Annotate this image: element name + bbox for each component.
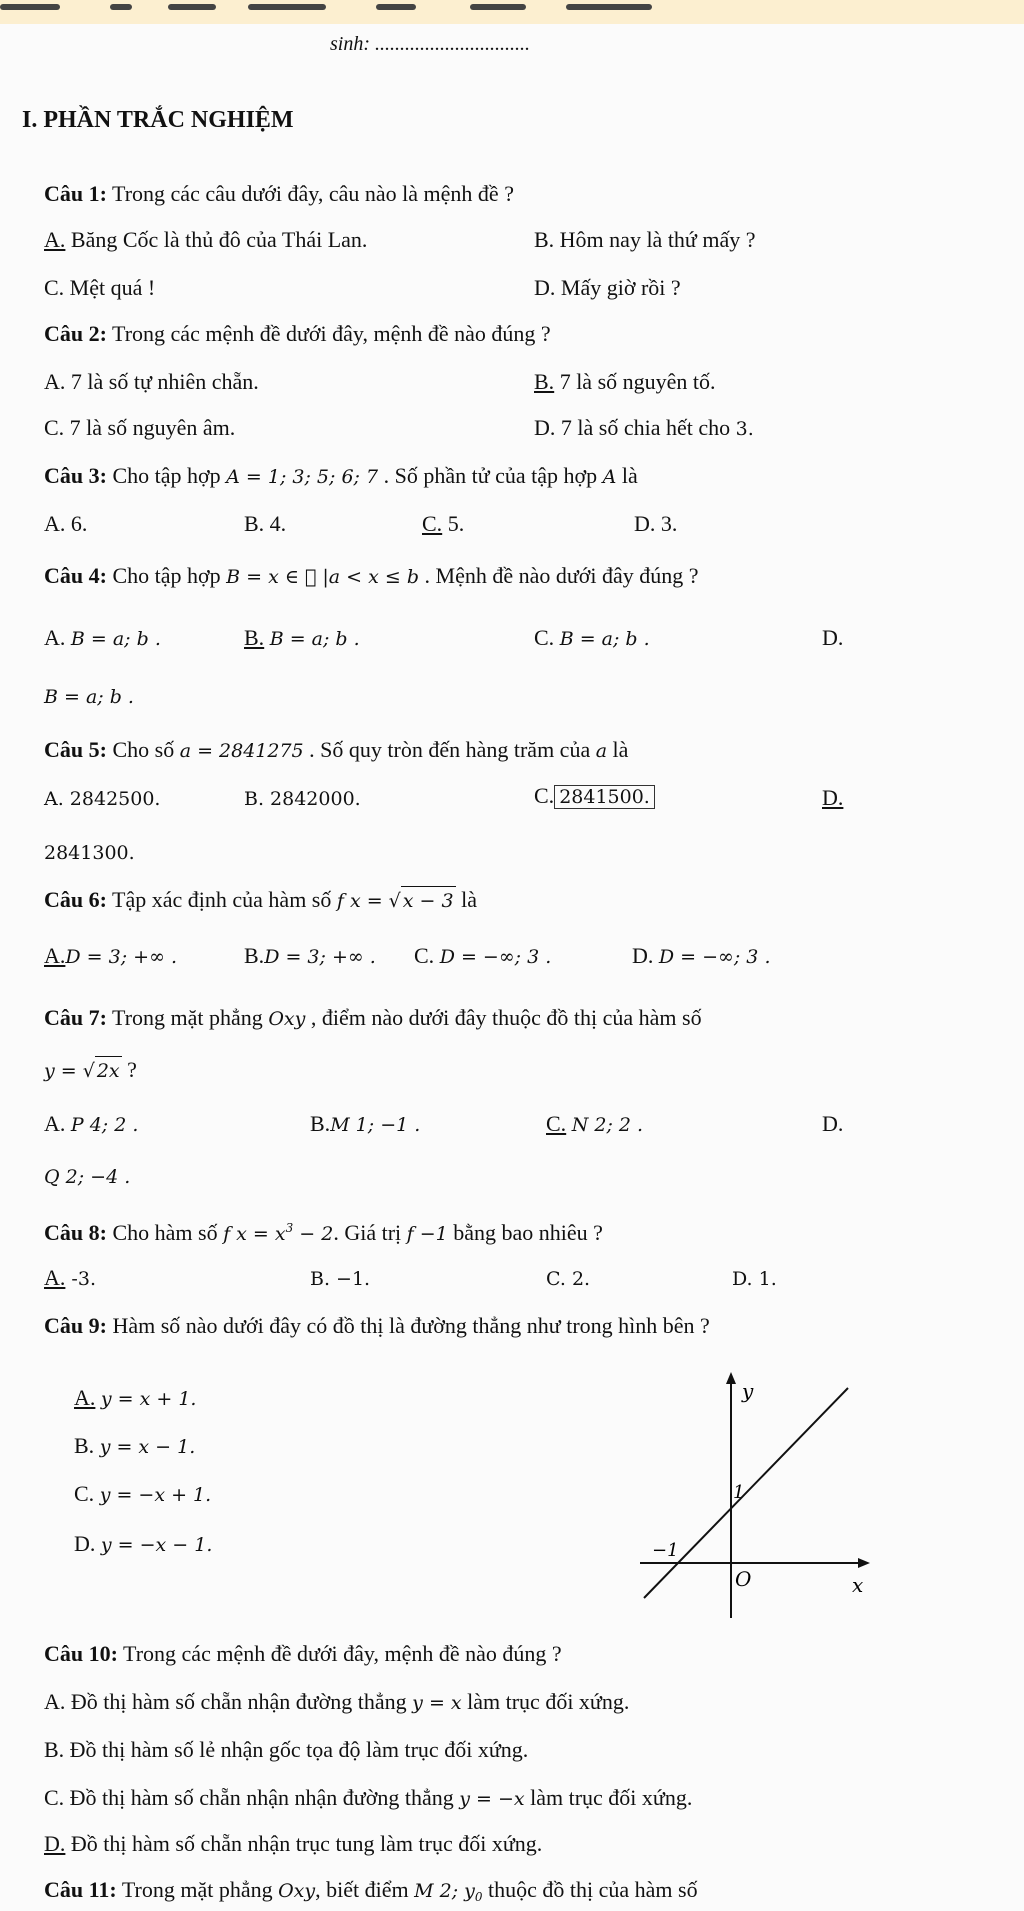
top-edge-band xyxy=(0,0,1024,24)
q5-option-a[interactable]: A. 2842500. xyxy=(44,788,161,810)
q7-option-c[interactable]: C. N 2; 2 . xyxy=(546,1111,644,1136)
q8-option-c[interactable]: C. 2. xyxy=(546,1268,591,1290)
question-7-function: y = √ 2x ? xyxy=(44,1056,137,1085)
q6-option-c[interactable]: C. D = −∞; 3 . xyxy=(414,943,552,968)
question-4: Câu 4: Cho tập hợp B = x ∈ ⃞ |a < x ≤ b . Mệnh đề nào dưới đây đúng ? xyxy=(44,563,699,588)
q4-option-d[interactable]: B = a; b . xyxy=(44,686,134,708)
question-6: Câu 6: Tập xác định của hàm số f x = √ x − 3 là xyxy=(44,886,477,915)
y-axis-arrow xyxy=(726,1372,736,1384)
q6-option-a[interactable]: A.D = 3; +∞ . xyxy=(44,943,177,968)
q10-option-a[interactable]: A. Đồ thị hàm số chẵn nhận đường thẳng y = x làm trục đối xứng. xyxy=(44,1689,630,1714)
q6-option-d[interactable]: D. D = −∞; 3 . xyxy=(632,943,771,968)
q1-option-a[interactable]: A. Băng Cốc là thủ đô của Thái Lan. xyxy=(44,227,368,252)
question-2: Câu 2: Trong các mệnh đề dưới đây, mệnh đề nào đúng ? xyxy=(44,321,551,346)
q3-option-c[interactable]: C. 5. xyxy=(422,511,465,536)
question-1: Câu 1: Trong các câu dưới đây, câu nào là mệnh đề ? xyxy=(44,181,514,206)
origin-label: O xyxy=(735,1567,752,1591)
q4-option-a[interactable]: A. B = a; b . xyxy=(44,625,161,650)
q8-option-a[interactable]: A. -3. xyxy=(44,1265,96,1290)
q1-option-d[interactable]: D. Mấy giờ rồi ? xyxy=(534,275,681,300)
q10-option-b[interactable]: B. Đồ thị hàm số lẻ nhận gốc tọa độ làm trục đối xứng. xyxy=(44,1737,529,1762)
q7-option-d-key[interactable]: D. xyxy=(822,1111,844,1136)
x-axis-arrow xyxy=(858,1558,870,1568)
student-name-line: sinh: ............................... xyxy=(330,33,530,55)
q8-option-d[interactable]: D. 1. xyxy=(732,1268,777,1290)
x-intercept-label: −1 xyxy=(652,1540,679,1561)
q5-option-b[interactable]: B. 2842000. xyxy=(244,788,361,810)
q7-option-d[interactable]: Q 2; −4 . xyxy=(44,1166,131,1188)
question-10: Câu 10: Trong các mệnh đề dưới đây, mệnh đề nào đúng ? xyxy=(44,1641,562,1666)
cropped-text-fragment xyxy=(110,4,132,10)
q2-option-b[interactable]: B. 7 là số nguyên tố. xyxy=(534,369,716,394)
q5-option-d-key[interactable]: D. xyxy=(822,785,844,810)
q10-option-d[interactable]: D. Đồ thị hàm số chẵn nhận trục tung làm trục đối xứng. xyxy=(44,1831,543,1856)
question-5: Câu 5: Cho số a = 2841275 . Số quy tròn đến hàng trăm của a là xyxy=(44,737,629,762)
q1-option-c[interactable]: C. Mệt quá ! xyxy=(44,275,156,300)
line-graph xyxy=(630,1370,880,1620)
cropped-text-fragment xyxy=(470,4,526,10)
q9-option-d[interactable]: D. y = −x − 1. xyxy=(74,1531,213,1556)
q3-option-d[interactable]: D. 3. xyxy=(634,511,678,536)
section-title: I. PHẦN TRẮC NGHIỆM xyxy=(22,107,294,133)
question-9: Câu 9: Hàm số nào dưới đây có đồ thị là đường thẳng như trong hình bên ? xyxy=(44,1313,710,1338)
q4-option-c[interactable]: C. B = a; b . xyxy=(534,625,650,650)
q9-option-b[interactable]: B. y = x − 1. xyxy=(74,1433,196,1458)
q3-option-b[interactable]: B. 4. xyxy=(244,511,287,536)
cropped-text-fragment xyxy=(376,4,416,10)
cropped-text-fragment xyxy=(168,4,216,10)
q3-option-a[interactable]: A. 6. xyxy=(44,511,88,536)
question-3: Câu 3: Cho tập hợp A = 1; 3; 5; 6; 7 . Số phần tử của tập hợp A là xyxy=(44,463,638,488)
q6-option-b[interactable]: B.D = 3; +∞ . xyxy=(244,943,376,968)
q9-option-a[interactable]: A. y = x + 1. xyxy=(74,1385,197,1410)
question-11: Câu 11: Trong mặt phẳng Oxy, biết điểm M 2; $y_0$ thuộc đồ thị của hàm số xyxy=(44,1877,698,1904)
question-8: Câu 8: Cho hàm số f $x = x^3 - 2$. Giá trị f −1 bằng bao nhiêu ? xyxy=(44,1220,603,1245)
q10-option-c[interactable]: C. Đồ thị hàm số chẵn nhận nhận đường thẳng y = −x làm trục đối xứng. xyxy=(44,1785,693,1810)
q4-option-d-key[interactable]: D. xyxy=(822,625,844,650)
q7-option-a[interactable]: A. P 4; 2 . xyxy=(44,1111,139,1136)
x-axis-label: x xyxy=(852,1573,864,1597)
y-axis-label: y xyxy=(742,1379,754,1403)
q2-option-a[interactable]: A. 7 là số tự nhiên chẵn. xyxy=(44,369,259,394)
q2-option-c[interactable]: C. 7 là số nguyên âm. xyxy=(44,415,236,440)
q4-option-b[interactable]: B. B = a; b . xyxy=(244,625,360,650)
cropped-text-fragment xyxy=(566,4,652,10)
q2-option-d[interactable]: D. 7 là số chia hết cho 3. xyxy=(534,415,754,440)
q5-option-c[interactable]: C. 2841500. xyxy=(534,782,655,811)
q1-option-b[interactable]: B. Hôm nay là thứ mấy ? xyxy=(534,227,756,252)
q7-option-b[interactable]: B.M 1; −1 . xyxy=(310,1111,421,1136)
q5-option-d[interactable]: 2841300. xyxy=(44,842,135,864)
cropped-text-fragment xyxy=(0,4,60,10)
q9-option-c[interactable]: C. y = −x + 1. xyxy=(74,1481,212,1506)
y-intercept-label: 1 xyxy=(733,1482,745,1503)
q8-option-b[interactable]: B. −1. xyxy=(310,1268,371,1290)
question-7: Câu 7: Trong mặt phẳng Oxy , điểm nào dưới đây thuộc đồ thị của hàm số xyxy=(44,1005,702,1030)
cropped-text-fragment xyxy=(248,4,326,10)
